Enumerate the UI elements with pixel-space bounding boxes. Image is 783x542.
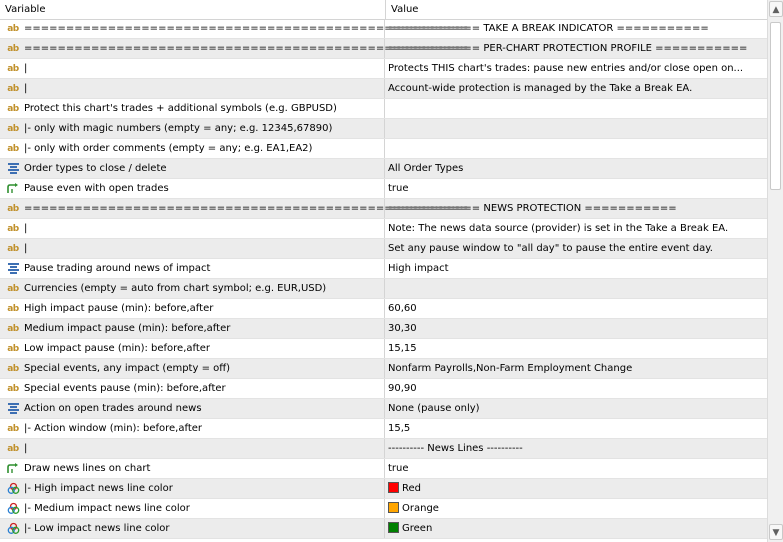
variable-value[interactable]: Nonfarm Payrolls,Non-Farm Employment Change (384, 359, 767, 378)
text-type-icon: ab (7, 344, 19, 354)
variable-value[interactable]: =========== PER-CHART PROTECTION PROFILE =========== (384, 39, 767, 58)
enum-type-icon (6, 401, 20, 417)
column-header-value[interactable]: Value (385, 0, 771, 19)
color-type-icon (6, 501, 20, 517)
variable-name: Draw news lines on chart (24, 463, 151, 474)
variable-value[interactable]: 15,15 (384, 339, 767, 358)
variable-name: | (24, 83, 28, 94)
variable-name: ===================================================== (24, 23, 469, 34)
text-type-icon: ab (7, 224, 19, 234)
variable-value[interactable] (384, 519, 767, 538)
variable-name: | (24, 243, 28, 254)
variable-value[interactable] (384, 99, 767, 118)
variable-value[interactable] (384, 139, 767, 158)
variable-name: Order types to close / delete (24, 163, 167, 174)
color-type-icon (6, 521, 20, 537)
input-row[interactable] (0, 239, 767, 259)
input-row[interactable] (0, 359, 767, 379)
variable-name: |- Low impact news line color (24, 523, 170, 534)
input-row[interactable] (0, 99, 767, 119)
input-row[interactable] (0, 299, 767, 319)
color-swatch[interactable] (388, 482, 399, 493)
scroll-up-button[interactable]: ▲ (769, 1, 783, 17)
color-name: Red (402, 483, 421, 494)
input-row[interactable] (0, 139, 767, 159)
input-row[interactable] (0, 179, 767, 199)
enum-type-icon (6, 161, 20, 177)
variable-name: |- Action window (min): before,after (24, 423, 202, 434)
variable-name: |- only with magic numbers (empty = any; e.g. 12345,67890) (24, 123, 333, 134)
variable-name: Pause even with open trades (24, 183, 169, 194)
input-row[interactable] (0, 319, 767, 339)
input-row[interactable] (0, 219, 767, 239)
variable-name: ===================================================== (24, 43, 469, 54)
variable-name: Low impact pause (min): before,after (24, 343, 211, 354)
variable-value[interactable]: true (384, 459, 767, 478)
text-type-icon: ab (7, 24, 19, 34)
input-row[interactable] (0, 159, 767, 179)
input-row[interactable] (0, 399, 767, 419)
text-type-icon: ab (7, 64, 19, 74)
variable-value[interactable] (384, 119, 767, 138)
color-name: Green (402, 523, 433, 534)
text-type-icon: ab (7, 244, 19, 254)
variable-value[interactable]: High impact (384, 259, 767, 278)
variable-value[interactable]: None (pause only) (384, 399, 767, 418)
input-row[interactable] (0, 439, 767, 459)
variable-value[interactable]: 90,90 (384, 379, 767, 398)
variable-name: |- Medium impact news line color (24, 503, 190, 514)
variable-name: Medium impact pause (min): before,after (24, 323, 231, 334)
text-type-icon: ab (7, 304, 19, 314)
text-type-icon: ab (7, 444, 19, 454)
text-type-icon: ab (7, 144, 19, 154)
text-type-icon: ab (7, 44, 19, 54)
color-name: Orange (402, 503, 439, 514)
input-row[interactable] (0, 259, 767, 279)
variable-value[interactable] (384, 279, 767, 298)
text-type-icon: ab (7, 384, 19, 394)
input-row[interactable] (0, 119, 767, 139)
column-header-variable[interactable]: Variable (5, 4, 46, 15)
variable-name: | (24, 223, 28, 234)
input-row[interactable] (0, 59, 767, 79)
variable-value[interactable]: ---------- News Lines ---------- (384, 439, 767, 458)
variable-name: Special events pause (min): before,after (24, 383, 226, 394)
variable-name: Special events, any impact (empty = off) (24, 363, 231, 374)
text-type-icon: ab (7, 284, 19, 294)
variable-name: Action on open trades around news (24, 403, 202, 414)
input-row[interactable] (0, 19, 767, 39)
variable-name: | (24, 63, 28, 74)
variable-name: Currencies (empty = auto from chart symbol; e.g. EUR,USD) (24, 283, 327, 294)
input-row[interactable] (0, 279, 767, 299)
variable-name: | (24, 443, 28, 454)
input-row[interactable] (0, 379, 767, 399)
input-row[interactable] (0, 39, 767, 59)
text-type-icon: ab (7, 104, 19, 114)
text-type-icon: ab (7, 124, 19, 134)
text-type-icon: ab (7, 364, 19, 374)
input-row[interactable] (0, 459, 767, 479)
input-row[interactable] (0, 519, 767, 539)
variable-name: Protect this chart's trades + additional symbols (e.g. GBPUSD) (24, 103, 337, 114)
color-swatch[interactable] (388, 522, 399, 533)
variable-value[interactable] (384, 479, 767, 498)
variable-value[interactable]: All Order Types (384, 159, 767, 178)
enum-type-icon (6, 261, 20, 277)
vertical-scrollbar[interactable] (767, 0, 783, 542)
text-type-icon: ab (7, 84, 19, 94)
variable-name: High impact pause (min): before,after (24, 303, 214, 314)
variable-value[interactable]: 60,60 (384, 299, 767, 318)
variable-value[interactable]: =========== TAKE A BREAK INDICATOR =========== (384, 19, 767, 38)
grid-header (0, 0, 767, 20)
input-row[interactable] (0, 419, 767, 439)
variable-value[interactable]: Note: The news data source (provider) is set in the Take a Break EA. (384, 219, 767, 238)
variable-value[interactable]: Protects THIS chart's trades: pause new entries and/or close open on... (384, 59, 767, 78)
color-type-icon (6, 481, 20, 497)
variable-value[interactable]: =========== NEWS PROTECTION =========== (384, 199, 767, 218)
variable-value[interactable]: Set any pause window to "all day" to pause the entire event day. (384, 239, 767, 258)
variable-name: |- High impact news line color (24, 483, 173, 494)
input-row[interactable] (0, 79, 767, 99)
bool-type-icon (6, 181, 20, 197)
text-type-icon: ab (7, 324, 19, 334)
color-swatch[interactable] (388, 502, 399, 513)
input-row[interactable] (0, 499, 767, 519)
variable-name: |- only with order comments (empty = any; e.g. EA1,EA2) (24, 143, 313, 154)
scroll-thumb[interactable] (770, 22, 781, 190)
variable-value[interactable]: 30,30 (384, 319, 767, 338)
variable-value[interactable]: true (384, 179, 767, 198)
variable-name: ===================================================== (24, 203, 469, 214)
variable-name: Pause trading around news of impact (24, 263, 211, 274)
input-row[interactable] (0, 199, 767, 219)
text-type-icon: ab (7, 424, 19, 434)
input-row[interactable] (0, 479, 767, 499)
input-row[interactable] (0, 339, 767, 359)
scroll-down-button[interactable]: ▼ (769, 524, 783, 540)
bool-type-icon (6, 461, 20, 477)
variable-value[interactable] (384, 499, 767, 518)
variable-value[interactable]: 15,5 (384, 419, 767, 438)
variable-value[interactable]: Account-wide protection is managed by the Take a Break EA. (384, 79, 767, 98)
text-type-icon: ab (7, 204, 19, 214)
